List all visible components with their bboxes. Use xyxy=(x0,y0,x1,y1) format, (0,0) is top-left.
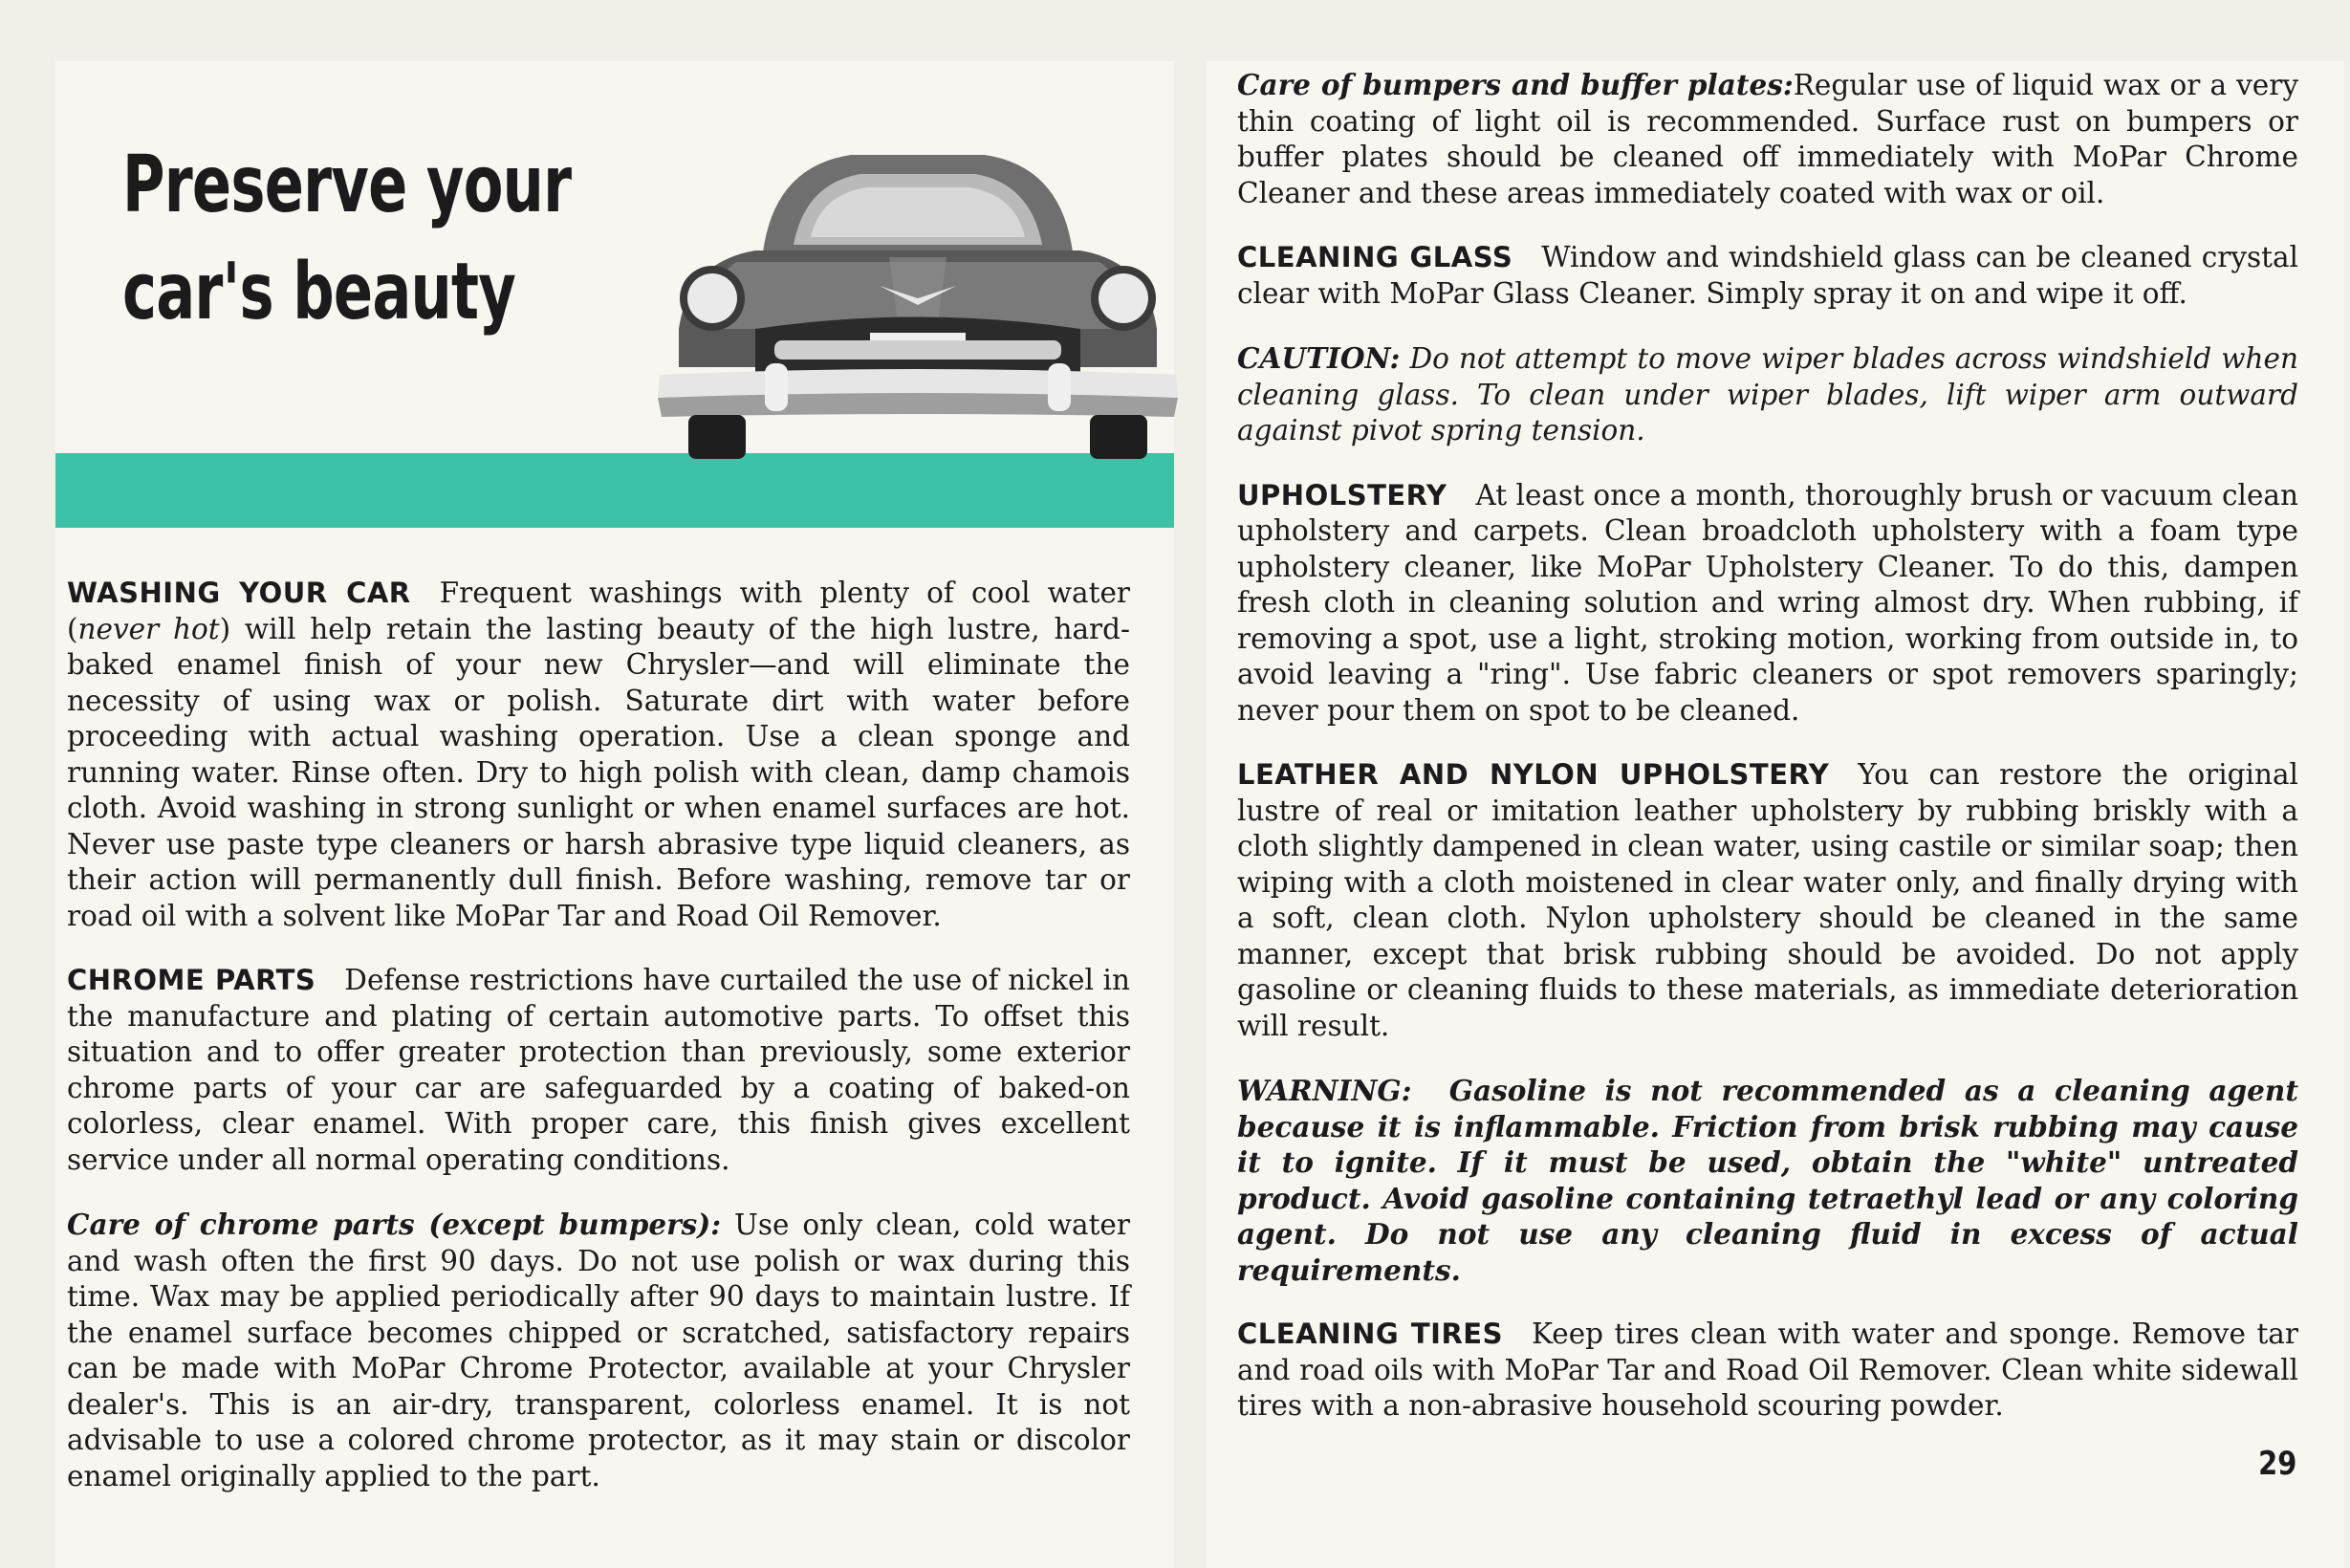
washing-heading: WASHING YOUR CAR xyxy=(67,577,411,609)
glass-heading: CLEANING GLASS xyxy=(1237,241,1513,273)
left-column xyxy=(67,576,1130,1523)
leather-section xyxy=(1237,757,2298,1044)
bumpers-heading: Care of bumpers and buffer plates: xyxy=(1237,68,1794,101)
warning-heading: WARNING: xyxy=(1237,1074,1412,1107)
page-number: 29 xyxy=(2257,1445,2296,1483)
bumpers-section xyxy=(1237,67,2298,211)
chrome-heading: CHROME PARTS xyxy=(67,964,316,996)
care-chrome-text: Use only clean, cold water and wash often the first 90 days. Do not use polish or wax during this time. Wax may be applied periodically after 90 days to maintain lustre. If the enamel surface becomes chipped or scratched, satisfactory repairs can be made with MoPar Chrome Protector, available at your Chrysler dealer's. This is an air-dry, transparent, colorless enamel. It is not advisable to use a colored chrome protector, as it may stain or discolor enamel originally applied to the part. xyxy=(67,1209,1130,1492)
glass-text: Window and windshield glass can be cleaned crystal clear with MoPar Glass Cleaner. Simply spray it on and wipe it off. xyxy=(1237,241,2298,310)
tires-heading: CLEANING TIRES xyxy=(1237,1318,1503,1350)
washing-section xyxy=(67,576,1130,934)
washing-text-emphasis: never hot xyxy=(77,612,220,645)
page-title xyxy=(122,132,571,346)
left-page xyxy=(55,61,1174,1568)
chrome-section xyxy=(67,963,1130,1178)
tires-text: Keep tires clean with water and sponge. Remove tar and road oils with MoPar Tar and Road Oil Remover. Clean white sidewall tires with a non-abrasive household scouring powder. xyxy=(1237,1318,2298,1422)
caution-section xyxy=(1237,340,2298,449)
warning-text: Gasoline is not recommended as a cleaning agent because it is inflammable. Friction from brisk rubbing may cause it to ignite. If it must be used, obtain the "white" untreated product. Avoid gasoline containing tetraethyl lead or any coloring agent. Do not use any cleaning fluid in excess of actual requirements. xyxy=(1237,1074,2299,1287)
washing-text-2: ) will help retain the lasting beauty of the high lustre, hard-baked enamel finish of your new Chrysler—and will eliminate the necessity of using wax or polish. Saturate dirt with water before proceeding with actual washing operation. Use a clean sponge and running water. Rinse often. Dry to high polish with clean, damp chamois cloth. Avoid washing in strong sunlight or when enamel surfaces are hot. Never use paste type cleaners or harsh abrasive type liquid cleaners, as their action will permanently dull finish. Before washing, remove tar or road oil with a solvent like MoPar Tar and Road Oil Remover. xyxy=(67,612,1130,932)
title-line-2: car's beauty xyxy=(122,247,516,338)
bumpers-text: Regular use of liquid wax or a very thin coating of light oil is recommended. Surface rust on bumpers or buffer plates should be cleaned off immediately with MoPar Chrome Cleaner and these areas immediately coated with wax or oil. xyxy=(1237,69,2299,209)
chrome-text: Defense restrictions have curtailed the use of nickel in the manufacture and plating of certain automotive parts. To offset this situation and to offer greater protection than previously, some exterior chrome parts of your car are safeguarded by a coating of baked-on colorless, clear enamel. With proper care, this finish gives excellent service under all normal operating conditions. xyxy=(67,964,1130,1176)
warning-section xyxy=(1237,1073,2298,1288)
washing-text-1: Frequent washings with plenty of cool water ( xyxy=(67,577,1130,645)
right-page xyxy=(1207,61,2344,1568)
tires-section xyxy=(1237,1317,2298,1425)
care-chrome-heading: Care of chrome parts (except bumpers): xyxy=(67,1208,722,1241)
right-column xyxy=(1237,67,2298,1453)
upholstery-text: At least once a month, thoroughly brush or vacuum clean upholstery and carpets. Clean broadcloth upholstery with a foam type upholstery cleaner, like MoPar Upholstery Cleaner. To do this, dampen fresh cloth in cleaning solution and wring almost dry. When rubbing, if removing a spot, use a light, stroking motion, working from outside in, to avoid leaving a "ring". Use fabric cleaners or spot removers sparingly; never pour them on spot to be cleaned. xyxy=(1237,478,2298,727)
upholstery-section xyxy=(1237,478,2298,730)
glass-section xyxy=(1237,240,2298,312)
leather-text: You can restore the original lustre of real or imitation leather upholstery by rubbing briskly with a cloth slightly dampened in clean water, using castile or similar soap; then wiping with a cloth moistened in clear water only, and finally drying with a soft, clean cloth. Nylon upholstery should be cleaned in the same manner, except that brisk rubbing should be avoided. Do not apply gasoline or cleaning fluids to these materials, as immediate deterioration will result. xyxy=(1237,758,2298,1042)
title-line-1: Preserve your xyxy=(122,140,572,230)
caution-heading: CAUTION: xyxy=(1237,341,1401,375)
leather-heading: LEATHER AND NYLON UPHOLSTERY xyxy=(1237,758,1830,791)
teal-accent-band xyxy=(55,453,1174,528)
care-chrome-section xyxy=(67,1207,1130,1494)
upholstery-heading: UPHOLSTERY xyxy=(1237,478,1447,512)
car-front-illustration xyxy=(650,138,1186,463)
caution-text: Do not attempt to move wiper blades across windshield when cleaning glass. To clean under wiper blades, lift wiper arm outward against pivot spring tension. xyxy=(1237,342,2298,446)
